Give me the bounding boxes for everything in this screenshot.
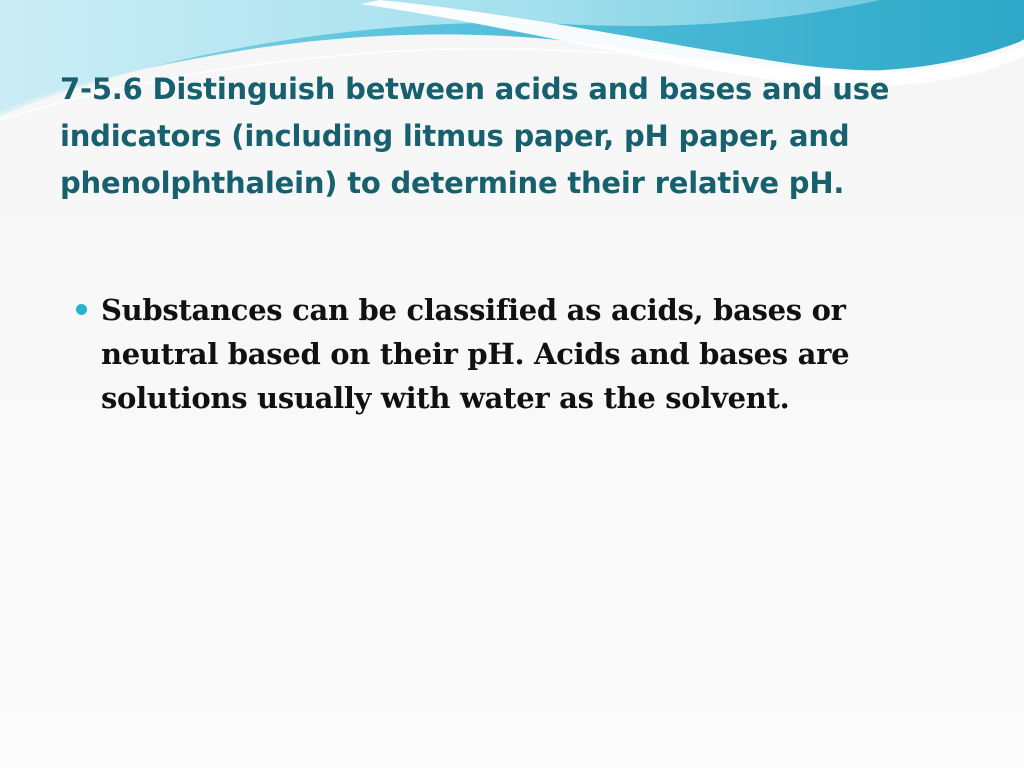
slide-title: 7-5.6 Distinguish between acids and bases and use indicators (including litmus paper, pH paper, and phenolphthalein) to determine their relative pH. — [60, 72, 890, 200]
bullet-text: Substances can be classified as acids, bases or neutral based on their pH. Acids and bases are solutions usually with water as the solvent. — [101, 293, 850, 415]
bullet-dot-icon — [76, 304, 87, 315]
bullet-list — [76, 288, 936, 420]
bullet-item — [76, 288, 936, 420]
